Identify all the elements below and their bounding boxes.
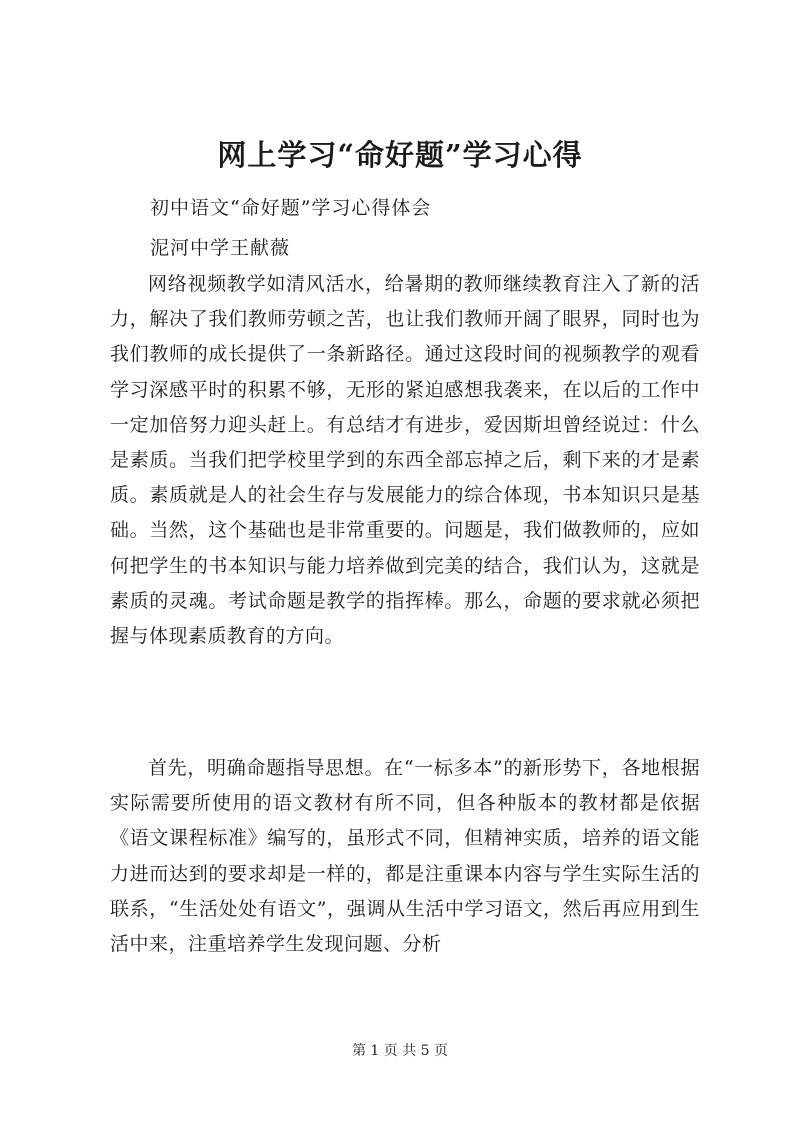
document-author: 泥河中学王献薇 (150, 237, 291, 259)
document-subtitle: 初中语文“命好题”学习心得体会 (150, 197, 432, 219)
document-title: 网上学习“命好题”学习心得 (217, 138, 583, 172)
body-paragraph: 首先，明确命题指导思想。在“一标多本”的新形势下，各地根据实际需要所使用的语文教材有所不同，但各种版本的教材都是依据《语文课程标准》编写的，虽形式不同，但精神实质，培养的语文能力进而达到的要求却是一样的，都是注重课本内容与学生实际生活的联系，“生活处处有语文”，强调从生活中学习语文，然后再应用到生活中来，注重培养学生发现问题、分析 (110, 757, 700, 956)
body-paragraph: 网络视频教学如清风活水，给暑期的教师继续教育注入了新的活力，解决了我们教师劳顿之苦，也让我们教师开阔了眼界，同时也为我们教师的成长提供了一条新路径。通过这段时间的视频教学的观看学习深感平时的积累不够，无形的紧迫感想我袭来，在以后的工作中一定加倍努力迎头赶上。有总结才有进步，爱因斯坦曾经说过：什么是素质。当我们把学校里学到的东西全部忘掉之后，剩下来的才是素质。素质就是人的社会生存与发展能力的综合体现，书本知识只是基础。当然，这个基础也是非常重要的。问题是，我们做教师的，应如何把学生的书本知识与能力培养做到完美的结合，我们认为，这就是素质的灵魂。考试命题是教学的指挥棒。那么，命题的要求就必须把握与体现素质教育的方向。 (110, 273, 700, 648)
page-footer: 第 1 页 共 5 页 (351, 1043, 449, 1059)
